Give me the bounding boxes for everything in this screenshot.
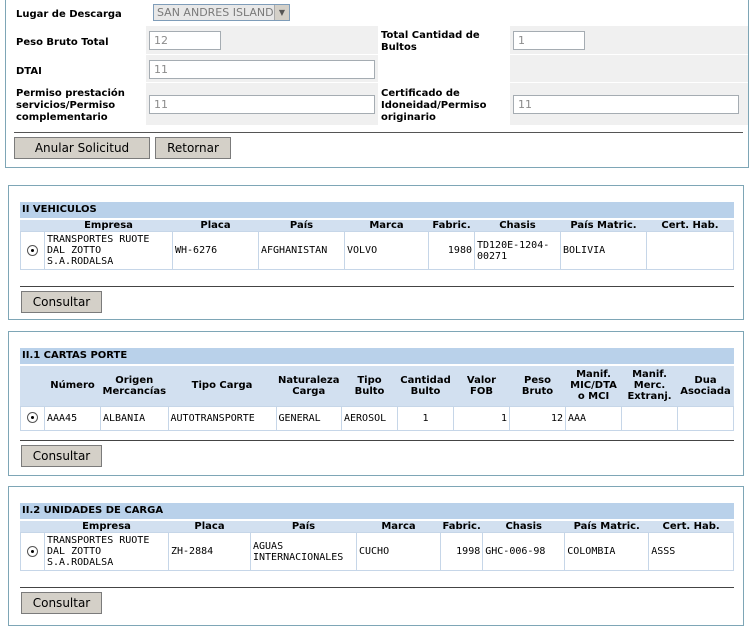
divider [20, 440, 734, 441]
divider [20, 587, 734, 588]
col-peso-bruto: Peso Bruto [521, 374, 554, 397]
total-bultos-input[interactable]: 1 [513, 31, 585, 50]
cell-chasis: GHC-006-98 [483, 533, 565, 571]
consultar-unidades-carga-button[interactable]: Consultar [21, 592, 102, 614]
col-tipo-carga: Tipo Carga [191, 380, 253, 392]
total-bultos-label: Total Cantidad de Bultos [381, 30, 480, 53]
row-select-cell [21, 406, 45, 430]
col-tipo-bulto: Tipo Bulto [354, 374, 385, 397]
col-cert-hab: Cert. Hab. [662, 521, 720, 532]
col-pais: País [291, 521, 316, 532]
unidades-carga-section [8, 486, 744, 626]
anular-solicitud-button[interactable]: Anular Solicitud [14, 137, 150, 159]
col-origen: Origen Mercancías [102, 374, 167, 397]
cell-empresa: TRANSPORTES RUOTE DAL ZOTTO S.A.RODALSA [45, 232, 173, 270]
cell-manif-mic: AAA [566, 406, 622, 430]
peso-bruto-label: Peso Bruto Total [16, 37, 109, 48]
col-fabric: Fabric. [432, 220, 471, 231]
cell-manif-merc [622, 406, 678, 430]
col-pais-matric: País Matric. [573, 521, 640, 532]
cartas-porte-table [20, 366, 734, 431]
consultar-vehiculos-button[interactable]: Consultar [21, 291, 102, 313]
cell-empresa: TRANSPORTES RUOTE DAL ZOTTO S.A.RODALSA [45, 533, 169, 571]
divider [20, 286, 734, 287]
col-empresa: Empresa [82, 521, 131, 532]
cell-pais-matric: BOLIVIA [561, 232, 647, 270]
cell-placa: ZH-2884 [169, 533, 251, 571]
row-select-cell [21, 533, 45, 571]
lugar-descarga-select[interactable] [153, 4, 290, 21]
consultar-cartas-porte-button[interactable]: Consultar [21, 445, 102, 467]
lugar-descarga-value: SAN ANDRES ISLAND [157, 6, 274, 19]
certificado-label: Certificado de Idoneidad/Permiso originario [381, 88, 487, 123]
cell-marca: CUCHO [357, 533, 441, 571]
unidad-carga-radio[interactable] [27, 546, 38, 557]
col-valor-fob: Valor FOB [466, 374, 497, 397]
col-pais-matric: País Matric. [570, 220, 637, 231]
cell-pais: AGUAS INTERNACIONALES [251, 533, 357, 571]
col-placa: Placa [200, 220, 231, 231]
cell-cert-hab [647, 232, 734, 270]
vehiculos-table [20, 220, 734, 270]
table-header [21, 366, 734, 406]
col-dua: Dua Asociada [680, 374, 731, 397]
col-chasis: Chasis [499, 220, 536, 231]
col-marca: Marca [369, 220, 404, 231]
col-manif-merc: Manif. Merc. Extranj. [627, 369, 672, 403]
col-cantidad: Cantidad Bulto [400, 374, 451, 397]
cell-cantidad: 1 [398, 406, 454, 430]
cell-marca: VOLVO [345, 232, 429, 270]
cell-numero: AAA45 [45, 406, 101, 430]
divider [14, 132, 743, 133]
vehiculos-title: II VEHICULOS [20, 202, 734, 218]
cell-dua [678, 406, 734, 430]
cell-chasis: TD120E-1204- 00271 [475, 232, 561, 270]
cell-cert-hab: ASSS [649, 533, 734, 571]
cell-placa: WH-6276 [173, 232, 259, 270]
col-marca: Marca [381, 521, 416, 532]
col-placa: Placa [194, 521, 225, 532]
solicitud-form-panel [5, 0, 749, 168]
dtai-input[interactable]: 11 [149, 60, 375, 79]
table-row [21, 406, 734, 430]
carta-porte-radio[interactable] [27, 412, 38, 423]
chevron-down-icon[interactable]: ▼ [274, 5, 289, 20]
retornar-button[interactable]: Retornar [155, 137, 231, 159]
col-naturaleza: Naturaleza Carga [278, 374, 340, 397]
cell-tipo-carga: AUTOTRANSPORTE [168, 406, 276, 430]
vehiculos-section [8, 185, 744, 320]
cell-origen: ALBANIA [101, 406, 169, 430]
table-header [21, 521, 734, 533]
cartas-porte-section [8, 331, 744, 476]
permiso-label: Permiso prestación servicios/Permiso complementario [16, 88, 125, 123]
cell-peso-bruto: 12 [510, 406, 566, 430]
col-fabric: Fabric. [442, 521, 481, 532]
table-row [21, 232, 734, 270]
cell-fabric: 1980 [429, 232, 475, 270]
col-empresa: Empresa [84, 220, 133, 231]
cell-pais-matric: COLOMBIA [565, 533, 649, 571]
dtai-label: DTAI [16, 66, 42, 77]
cell-pais: AFGHANISTAN [259, 232, 345, 270]
col-numero: Número [50, 380, 95, 392]
peso-bruto-input[interactable]: 12 [149, 31, 221, 50]
table-header [21, 220, 734, 232]
col-manif-mic: Manif. MIC/DTA o MCI [570, 369, 617, 403]
unidades-carga-table [20, 521, 734, 571]
cartas-porte-title: II.1 CARTAS PORTE [20, 348, 734, 364]
cell-naturaleza: GENERAL [276, 406, 341, 430]
permiso-input[interactable]: 11 [149, 95, 375, 114]
table-row [21, 533, 734, 571]
row-select-cell [21, 232, 45, 270]
col-chasis: Chasis [505, 521, 543, 532]
col-pais: País [289, 220, 314, 231]
col-cert-hab: Cert. Hab. [661, 220, 719, 231]
certificado-input[interactable]: 11 [513, 95, 739, 114]
vehiculo-radio[interactable] [27, 245, 38, 256]
unidades-carga-title: II.2 UNIDADES DE CARGA [20, 503, 734, 519]
cell-tipo-bulto: AEROSOL [342, 406, 398, 430]
cell-fabric: 1998 [441, 533, 483, 571]
lugar-descarga-label: Lugar de Descarga [16, 9, 122, 20]
cell-valor-fob: 1 [454, 406, 510, 430]
